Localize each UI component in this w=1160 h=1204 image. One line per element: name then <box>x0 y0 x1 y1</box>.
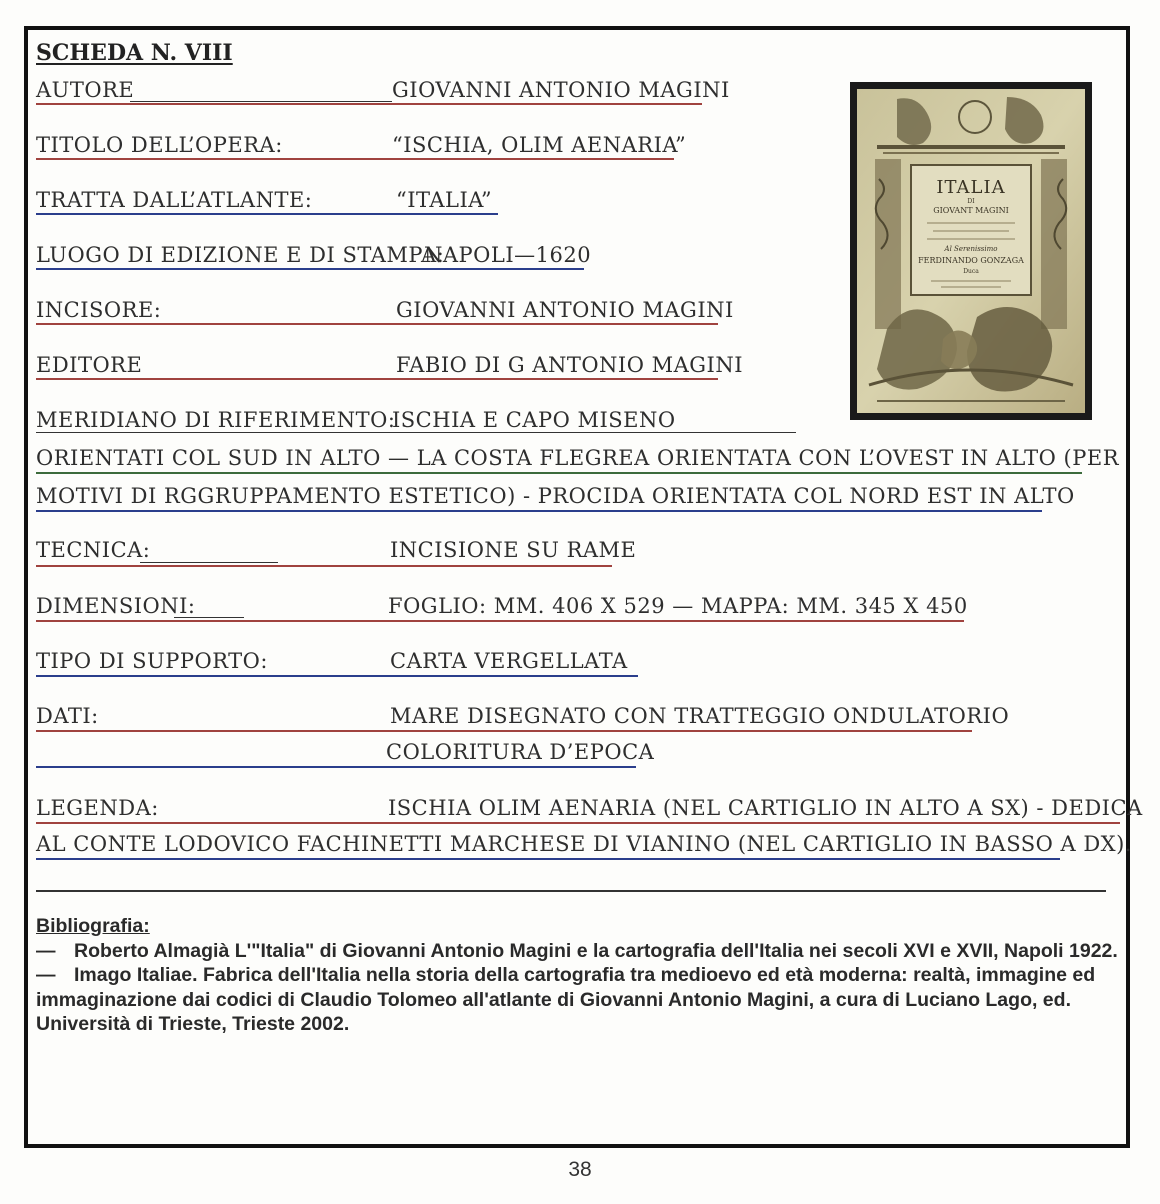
titolo-label: TITOLO DELL’OPERA: <box>36 133 283 157</box>
frontispiece-author: GIOVANT MAGINI <box>933 206 1009 215</box>
bibliografia-section <box>36 914 1126 1037</box>
orientati-underline-2 <box>36 510 1042 512</box>
titolo-value: “ISCHIA, OLIM AENARIA” <box>392 133 687 157</box>
dimensioni-underline <box>36 620 964 622</box>
incisore-value: GIOVANNI ANTONIO MAGINI <box>396 298 734 322</box>
legenda-value: ISCHIA OLIM AENARIA (NEL CARTIGLIO IN ALTO A SX) - DEDICA <box>388 796 1143 820</box>
luogo-label: LUOGO DI EDIZIONE E DI STAMPA: <box>36 243 445 267</box>
incisore-label: INCISORE: <box>36 298 162 322</box>
dimensioni-value: FOGLIO: MM. 406 X 529 — MAPPA: MM. 345 X 450 <box>388 594 968 618</box>
dati-underline-2 <box>36 766 636 768</box>
legenda-label: LEGENDA: <box>36 796 159 820</box>
editore-underline <box>36 378 718 380</box>
incisore-underline <box>36 323 718 325</box>
dati-value-2: COLORITURA D’EPOCA <box>386 740 655 764</box>
editore-label: EDITORE <box>36 353 143 377</box>
legenda-underline-2 <box>36 858 1060 860</box>
legenda-line-2: AL CONTE LODOVICO FACHINETTI MARCHESE DI VIANINO (NEL CARTIGLIO IN BASSO A DX). <box>36 832 1132 856</box>
frontispiece-dedication: Al Serenissimo <box>944 245 998 253</box>
meridiano-label: MERIDIANO DI RIFERIMENTO: <box>36 408 396 432</box>
meridiano-value: ISCHIA E CAPO MISENO <box>392 408 676 432</box>
tecnica-label: TECNICA: <box>36 538 151 562</box>
frontispiece-illustration <box>857 89 1085 413</box>
titolo-underline <box>36 158 674 160</box>
tecnica-value: INCISIONE SU RAME <box>390 538 637 562</box>
dati-label: DATI: <box>36 704 99 728</box>
luogo-value: NAPOLI—1620 <box>424 243 592 267</box>
supporto-label: TIPO DI SUPPORTO: <box>36 649 268 673</box>
entry-dash: — <box>36 939 56 962</box>
autore-blank-line <box>130 101 392 102</box>
autore-value: GIOVANNI ANTONIO MAGINI <box>392 78 730 102</box>
entry-dash: — <box>36 964 56 986</box>
bibliografia-entry-2-text: Imago Italiae. Fabrica dell'Italia nella storia della cartografia tra medioevo ed età moderna: realtà, immagine ed immaginazione dai codici di Claudio Tolomeo all'atlante di Giovanni Antonio Magini, a cura di Luciano Lago, ed. Università di Trieste, Trieste 2002. <box>36 964 1096 1035</box>
orientati-line-2: MOTIVI DI RGGRUPPAMENTO ESTETICO) - PROCIDA ORIENTATA COL NORD EST IN ALTO <box>36 484 1075 508</box>
luogo-underline <box>36 268 584 270</box>
editore-value: FABIO DI G ANTONIO MAGINI <box>396 353 744 377</box>
page-number: 38 <box>568 1158 592 1181</box>
tecnica-blank-line <box>140 562 278 563</box>
dimensioni-blank-line <box>174 617 244 618</box>
bibliografia-entry-1 <box>36 939 1126 964</box>
section-separator <box>36 890 1106 892</box>
legenda-underline <box>36 822 1120 824</box>
frontispiece-di: DI <box>967 198 975 205</box>
dimensioni-label: DIMENSIONI: <box>36 594 196 618</box>
orientati-underline-1 <box>36 472 1082 474</box>
supporto-value: CARTA VERGELLATA <box>390 649 628 673</box>
supporto-underline <box>36 675 638 677</box>
orientati-line-1: ORIENTATI COL SUD IN ALTO — LA COSTA FLEGREA ORIENTATA CON L’OVEST IN ALTO (PER <box>36 446 1119 470</box>
scheda-heading: SCHEDA N. VIII <box>36 40 233 66</box>
frontispiece-caption: Duca <box>963 268 979 275</box>
dati-underline <box>36 730 972 732</box>
dati-value: MARE DISEGNATO CON TRATTEGGIO ONDULATORIO <box>390 704 1010 728</box>
autore-underline <box>36 103 702 105</box>
frontispiece-title: ITALIA <box>936 177 1006 198</box>
bibliografia-title: Bibliografia: <box>36 915 150 937</box>
frontispiece-dedicatee: FERDINANDO GONZAGA <box>918 256 1024 265</box>
tecnica-underline <box>36 565 612 567</box>
bibliografia-entry-1-text: Roberto Almagià L'"Italia" di Giovanni Antonio Magini e la cartografia dell'Italia nei secoli XVI e XVII, Napoli 1922. <box>74 939 1118 962</box>
atlante-underline <box>36 213 498 215</box>
meridiano-underline <box>36 432 796 433</box>
atlante-label: TRATTA DALL’ATLANTE: <box>36 188 313 212</box>
atlante-value: “ITALIA” <box>396 188 493 212</box>
atlas-frontispiece-image <box>850 82 1092 420</box>
bibliografia-entry-2 <box>36 963 1126 1037</box>
autore-label: AUTORE <box>36 78 135 102</box>
